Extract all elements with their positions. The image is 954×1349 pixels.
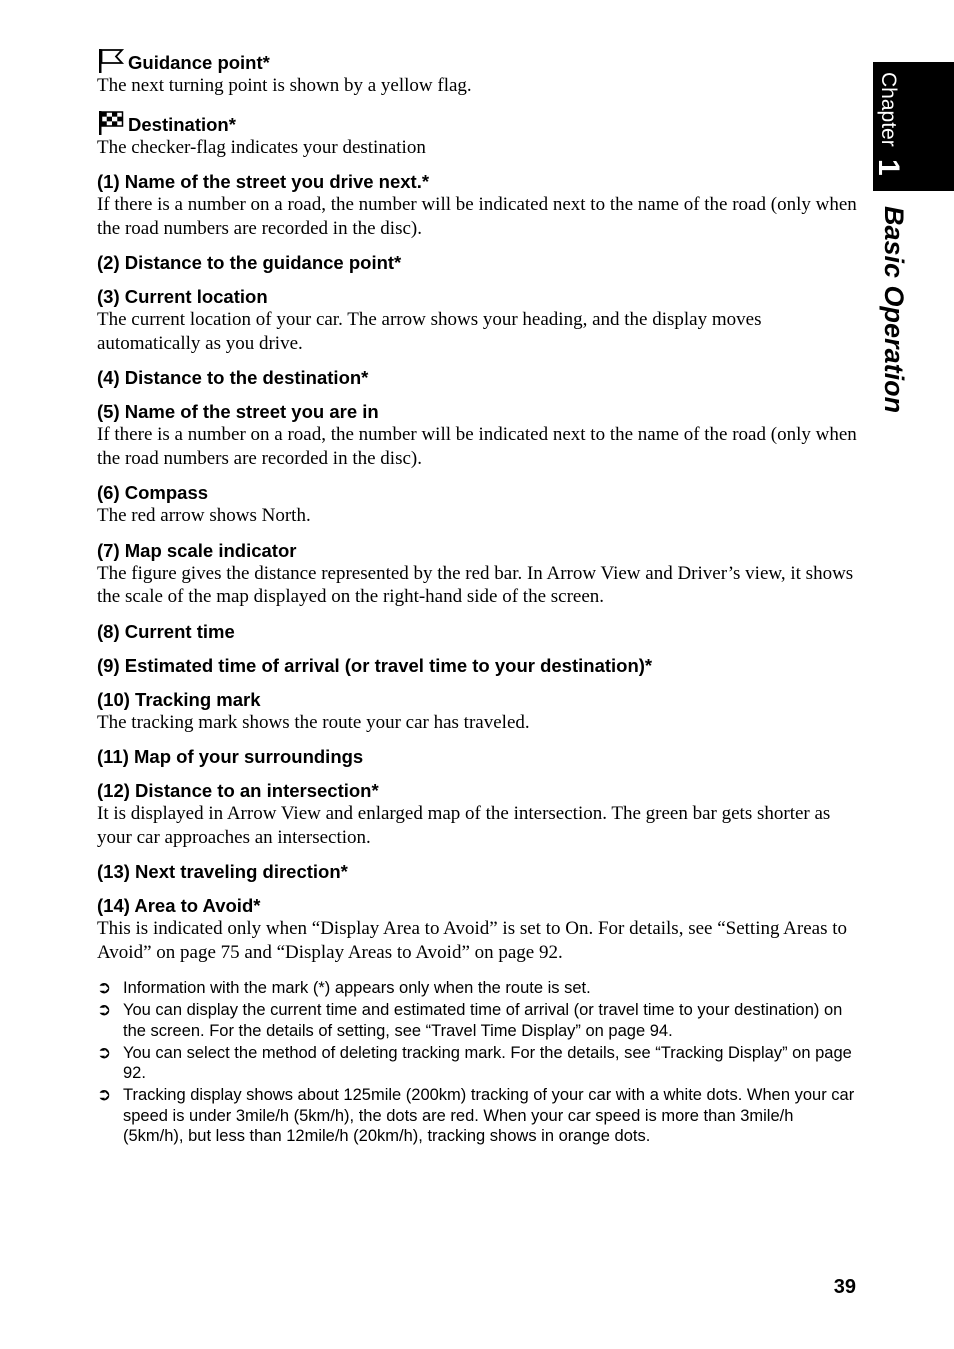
section-body: If there is a number on a road, the number will be indicated next to the name of the road (only when the road numbers are recorded in the disc).	[97, 424, 857, 469]
checkered-flag-icon	[97, 110, 125, 136]
note-text: Tracking display shows about 125mile (200km) tracking of your car with a white dots. When your car speed is under 3mile/h (5km/h), the dots are red. When your car speed is more than 3mile/h (5km/h), but less than 12mile/h (20km/h), tracking shows in orange dots.	[123, 1086, 855, 1146]
section-title: Basic Operation	[879, 206, 909, 414]
flag-icon	[97, 48, 125, 74]
note-text: You can display the current time and estimated time of arrival (or travel time to your destination) on the screen. For the details of setting, see “Travel Time Display” on page 94.	[123, 1001, 843, 1040]
heading-row	[97, 48, 857, 74]
section-body: This is indicated only when “Display Area to Avoid” is set to On. For details, see “Setting Areas to Avoid” on page 75 and “Display Areas to Avoid” on page 92.	[97, 918, 848, 963]
note-arrow-icon: ➲	[97, 978, 112, 997]
section-body: If there is a number on a road, the number will be indicated next to the name of the road (only when the road numbers are recorded in the disc).	[97, 194, 857, 239]
section-heading: (12) Distance to an intersection*	[97, 780, 379, 801]
section-heading: Guidance point*	[128, 52, 270, 73]
section-7	[97, 540, 857, 609]
section-body: The next turning point is shown by a yellow flag.	[97, 75, 472, 96]
note-arrow-icon: ➲	[97, 1085, 112, 1105]
section-body: The checker-flag indicates your destination	[97, 136, 426, 158]
page-number: 39	[833, 1276, 856, 1298]
section-heading: (1) Name of the street you drive next.*	[97, 171, 430, 192]
section-destination	[97, 110, 857, 160]
section-8	[97, 621, 857, 643]
section-5	[97, 401, 857, 470]
section-6	[97, 482, 857, 528]
section-heading: (6) Compass	[97, 482, 209, 503]
note-item	[97, 1043, 857, 1084]
note-text: You can select the method of deleting tracking mark. For the details, see “Tracking Display” on page 92.	[123, 1043, 852, 1083]
section-3	[97, 286, 857, 355]
note-item	[97, 1085, 857, 1146]
note-item	[97, 978, 857, 998]
section-guidance-point	[97, 48, 857, 98]
section-heading: (11) Map of your surroundings	[97, 746, 364, 767]
section-13	[97, 861, 857, 883]
section-heading: (13) Next traveling direction*	[97, 861, 348, 882]
section-body: The current location of your car. The arrow shows your heading, and the display moves automatically as you drive.	[97, 309, 762, 354]
section-heading: (3) Current location	[97, 286, 268, 307]
note-item	[97, 1000, 857, 1041]
section-heading: (2) Distance to the guidance point*	[97, 252, 402, 273]
section-body: The tracking mark shows the route your car has traveled.	[97, 711, 530, 733]
section-body: The figure gives the distance represented by the red bar. In Arrow View and Driver’s view, it shows the scale of the map displayed on the right-hand side of the screen.	[97, 562, 854, 607]
section-heading: (14) Area to Avoid*	[97, 895, 261, 916]
section-10	[97, 689, 857, 735]
section-heading: (7) Map scale indicator	[97, 539, 297, 561]
section-14	[97, 895, 857, 964]
section-heading: (5) Name of the street you are in	[97, 401, 379, 422]
section-11	[97, 746, 857, 768]
section-9	[97, 655, 857, 677]
section-heading: (4) Distance to the destination*	[97, 367, 369, 388]
section-heading: (8) Current time	[97, 620, 235, 642]
chapter-tab-label	[872, 72, 905, 176]
section-body: The red arrow shows North.	[97, 505, 311, 526]
section-heading: (10) Tracking mark	[97, 688, 261, 710]
heading-row	[97, 110, 857, 136]
main-content	[97, 48, 857, 1148]
section-2	[97, 252, 857, 274]
section-heading: Destination*	[128, 113, 236, 135]
note-arrow-icon: ➲	[97, 1000, 112, 1020]
section-body: It is displayed in Arrow View and enlarged map of the intersection. The green bar gets shorter as your car approaches an intersection.	[97, 803, 831, 848]
chapter-label: Chapter	[877, 72, 900, 147]
section-4	[97, 367, 857, 389]
note-text: Information with the mark (*) appears only when the route is set.	[123, 979, 591, 997]
section-heading: (9) Estimated time of arrival (or travel time to your destination)*	[97, 654, 653, 676]
note-arrow-icon: ➲	[97, 1042, 112, 1062]
section-1	[97, 171, 857, 240]
chapter-number: 1	[872, 158, 905, 176]
section-12	[97, 780, 857, 849]
notes-list	[97, 978, 857, 1146]
